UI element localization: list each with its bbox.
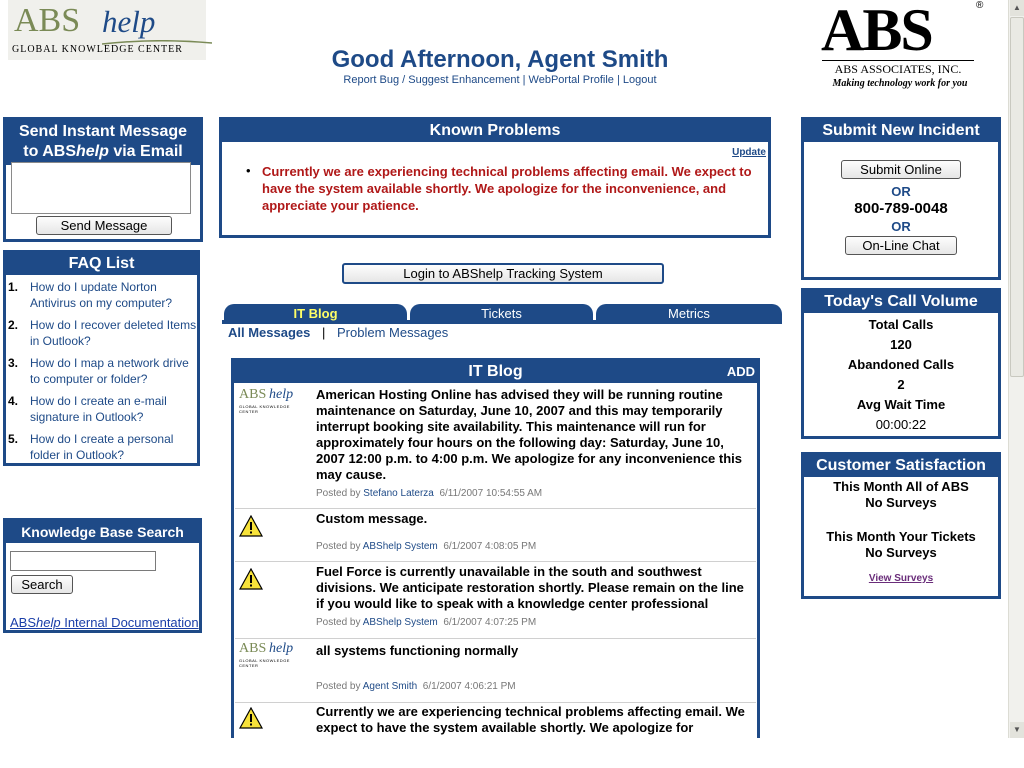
blog-post xyxy=(235,385,756,509)
logo-abs-text: ABS xyxy=(14,2,81,39)
your-tickets-label: This Month Your Tickets xyxy=(826,529,976,544)
or-label: OR xyxy=(891,219,911,234)
filter-problem-messages[interactable]: Problem Messages xyxy=(337,325,449,340)
avg-wait-label: Avg Wait Time xyxy=(856,397,946,412)
webportal-profile-link[interactable]: WebPortal Profile xyxy=(528,74,614,86)
faq-title: FAQ List xyxy=(6,253,197,275)
known-problems-message: Currently we are experiencing technical problems affecting email. We expect to have the system available shortly. We apologize for the inconvenience, and appreciate your patience. xyxy=(262,164,752,213)
customer-satisfaction-title: Customer Satisfaction xyxy=(804,455,998,477)
faq-number: 2. xyxy=(8,318,19,332)
your-tickets-value: No Surveys xyxy=(865,545,937,560)
blog-post xyxy=(235,703,756,738)
instant-message-title xyxy=(6,120,200,165)
scroll-thumb[interactable] xyxy=(1010,17,1024,377)
it-blog-title xyxy=(234,361,757,383)
instant-message-title-line2: to ABShelp via Email xyxy=(23,143,183,160)
submit-incident-title: Submit New Incident xyxy=(804,120,998,142)
warning-icon xyxy=(239,515,263,537)
or-label: OR xyxy=(891,184,911,199)
total-calls-value: 120 xyxy=(890,337,912,352)
send-message-button[interactable]: Send Message xyxy=(36,216,172,235)
call-volume-title: Today's Call Volume xyxy=(804,291,998,313)
all-abs-value: No Surveys xyxy=(865,495,937,510)
support-phone-number: 800-789-0048 xyxy=(854,200,948,217)
blog-post-date: 6/1/2007 4:07:25 PM xyxy=(443,617,537,628)
logo-company-tagline: Making technology work for you xyxy=(832,78,968,89)
faq-question-link[interactable]: How do I recover deleted Items in Outlook? xyxy=(30,318,197,348)
tab-it-blog[interactable]: IT Blog xyxy=(224,304,407,324)
faq-number: 5. xyxy=(8,432,19,446)
faq-question-link[interactable]: How do I create a personal folder in Outlook? xyxy=(30,432,174,462)
abandoned-calls-label: Abandoned Calls xyxy=(847,357,955,372)
known-problems-title: Known Problems xyxy=(222,120,768,142)
call-volume-panel xyxy=(801,288,1001,439)
blog-post-author[interactable]: Agent Smith xyxy=(362,681,418,692)
avg-wait-value: 00:00:22 xyxy=(875,417,927,432)
blog-post-author[interactable]: Stefano Laterza xyxy=(363,488,434,499)
blog-post-date: 6/1/2007 4:08:05 PM xyxy=(443,541,537,552)
known-problems-panel xyxy=(219,117,771,238)
it-blog-heading: IT Blog xyxy=(468,363,523,380)
blog-post-text: American Hosting Online has advised they will be running routine maintenance on Saturday, June 10, 2007 and this may temporarily interrupt booking site availability. This maintenance will run for approximately four hours on the following day: Saturday, June 10, 2007 12:00 p.m. to 4:00 p.m. We apologize for any inconvenience this may cause. xyxy=(316,387,742,482)
blog-post-meta: Posted by ABShelp System 6/1/2007 4:08:05 PM xyxy=(316,541,537,552)
faq-question-link[interactable]: How do I map a network drive to computer or folder? xyxy=(30,356,189,386)
abshelp-logo-icon: ABS help GLOBAL KNOWLEDGE CENTER xyxy=(239,387,294,414)
update-link[interactable]: Update xyxy=(732,147,766,158)
top-links xyxy=(260,74,740,86)
blog-post-text: all systems functioning normally xyxy=(316,643,519,658)
faq-item[interactable] xyxy=(8,355,198,389)
internal-documentation-link[interactable]: ABShelp Internal Documentation xyxy=(10,615,199,630)
it-blog-panel xyxy=(231,358,760,738)
filter-all-messages[interactable]: All Messages xyxy=(228,325,311,340)
instant-message-title-line1: Send Instant Message xyxy=(18,123,188,140)
blog-post-meta: Posted by Agent Smith 6/1/2007 4:06:21 PM xyxy=(316,681,516,692)
tab-metrics[interactable]: Metrics xyxy=(596,304,782,324)
logo-tagline: GLOBAL KNOWLEDGE CENTER xyxy=(12,44,183,55)
link-separator: | xyxy=(522,74,526,86)
abshelp-logo xyxy=(8,0,206,60)
faq-item[interactable] xyxy=(8,317,198,351)
blog-post xyxy=(235,639,756,703)
logo-company-name: ABS ASSOCIATES, INC. xyxy=(822,60,974,77)
abandoned-calls-value: 2 xyxy=(897,377,905,392)
blog-post xyxy=(235,562,756,639)
filter-separator: | xyxy=(322,325,326,340)
blog-post-date: 6/1/2007 4:06:21 PM xyxy=(422,681,516,692)
faq-item[interactable] xyxy=(8,279,198,313)
link-separator: | xyxy=(616,74,620,86)
blog-post-text: Fuel Force is currently unavailable in the south and southwest divisions. We anticipate restoration shortly. Please remain on the line if you would like to speak with a knowledge center professional xyxy=(316,564,744,611)
report-bug-link[interactable]: Report Bug / Suggest Enhancement xyxy=(343,74,520,86)
satisfaction-stats xyxy=(804,479,998,561)
total-calls-label: Total Calls xyxy=(868,317,934,332)
logo-help-text: help xyxy=(102,4,156,39)
online-chat-button[interactable]: On-Line Chat xyxy=(845,236,957,255)
customer-satisfaction-panel xyxy=(801,452,1001,599)
scroll-up-icon[interactable]: ▲ xyxy=(1010,0,1024,16)
message-filters xyxy=(228,325,448,340)
faq-question-link[interactable]: How do I create an e-mail signature in Outlook? xyxy=(30,394,167,424)
page-greeting: Good Afternoon, Agent Smith xyxy=(331,46,669,73)
instant-message-panel xyxy=(3,117,203,242)
blog-post xyxy=(235,509,756,562)
faq-number: 1. xyxy=(8,280,19,294)
bullet-icon: • xyxy=(246,163,251,178)
kb-search-button[interactable]: Search xyxy=(11,575,73,594)
knowledge-base-title: Knowledge Base Search xyxy=(6,521,199,543)
logo-abs-big: ABS xyxy=(821,0,932,63)
blog-post-meta: Posted by ABShelp System 6/1/2007 4:07:25 PM xyxy=(316,617,537,628)
blog-post-author[interactable]: ABShelp System xyxy=(362,617,438,628)
faq-panel xyxy=(3,250,200,466)
view-surveys-link[interactable]: View Surveys xyxy=(868,573,934,584)
kb-search-input[interactable] xyxy=(10,551,156,571)
submit-incident-panel xyxy=(801,117,1001,280)
add-post-link[interactable]: ADD xyxy=(726,364,755,379)
knowledge-base-panel xyxy=(3,518,202,633)
logout-link[interactable]: Logout xyxy=(622,74,657,86)
login-tracking-button[interactable]: Login to ABShelp Tracking System xyxy=(342,263,664,284)
blog-post-text: Custom message. xyxy=(316,511,428,526)
faq-item[interactable] xyxy=(8,431,198,465)
warning-icon xyxy=(239,707,263,729)
faq-number: 3. xyxy=(8,356,19,370)
scroll-down-icon[interactable]: ▼ xyxy=(1010,722,1024,738)
all-abs-label: This Month All of ABS xyxy=(833,479,969,494)
blog-post-meta: Posted by Stefano Laterza 6/11/2007 10:54:55 AM xyxy=(316,488,543,499)
warning-icon xyxy=(239,568,263,590)
submit-online-button[interactable]: Submit Online xyxy=(841,160,961,179)
registered-mark: ® xyxy=(976,0,984,11)
page-scrollbar[interactable] xyxy=(1008,0,1024,738)
blog-post-date: 6/11/2007 10:54:55 AM xyxy=(439,488,543,499)
call-volume-stats xyxy=(804,315,998,435)
faq-number: 4. xyxy=(8,394,19,408)
tab-tickets[interactable]: Tickets xyxy=(410,304,593,324)
abshelp-logo-icon: ABS help GLOBAL KNOWLEDGE CENTER xyxy=(239,641,294,668)
blog-post-author[interactable]: ABShelp System xyxy=(362,541,438,552)
blog-post-text: Currently we are experiencing technical problems affecting email. We expect to have the system available shortly. We apologize for xyxy=(316,704,745,735)
abs-associates-logo xyxy=(818,0,988,96)
instant-message-input[interactable] xyxy=(11,162,191,214)
faq-question-link[interactable]: How do I update Norton Antivirus on my computer? xyxy=(30,280,173,310)
faq-item[interactable] xyxy=(8,393,198,427)
